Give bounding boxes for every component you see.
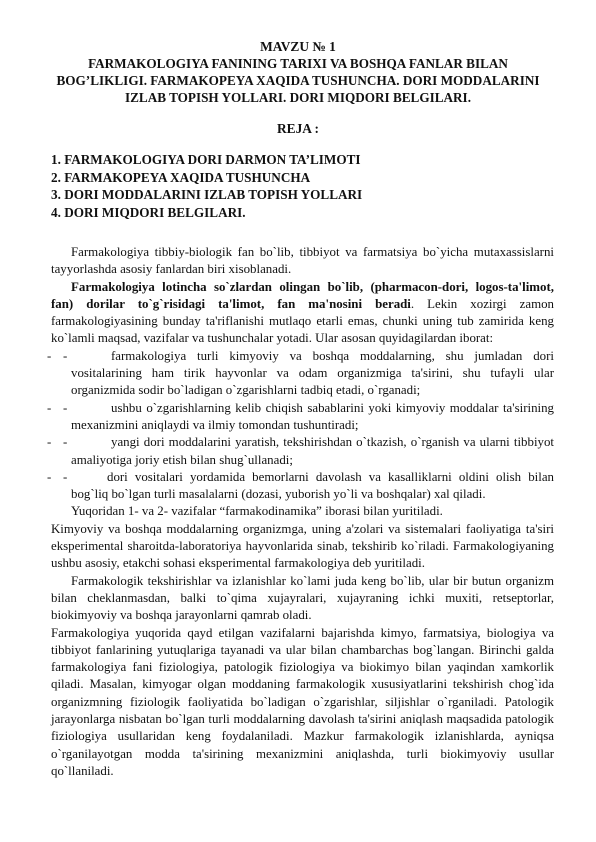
body-text (47, 244, 554, 780)
toc-item: 1. FARMAKOLOGIYA DORI DARMON TA’LIMOTI (51, 152, 361, 167)
paragraph: Farmakologik tekshirishlar va izlanishlar ko`lami juda keng bo`lib, ular bir butun organizm bilan cheklanmasdan, balki to`qima xujayralari, xujayraning ichki muxiti, retseptorlar, biokimyoviy va boshqa jarayonlarni qamrab oladi. (51, 573, 554, 623)
title-line-3: IZLAB TOPISH YOLLARI. DORI MIQDORI BELGILARI. (124, 90, 471, 105)
list-item-text: dori vositalari yordamida bemorlarni davolash va kasalliklarni oldini olish bilan bog`liq bo`lgan turli masalalarni (dozasi, yuborish yo`li va boshqalar) xal qiladi. (71, 469, 554, 502)
list-item (47, 469, 554, 504)
list-item-text: farmakologiya turli kimyoviy va boshqa moddalarning, shu jumladan dori vositalarining ham tirik hayvonlar va odam organizmiga ta'sirini, shu tufayli ular organizmida sodir bo`ladigan o`zgarishlarni tadbiq etadi, o`rganadi; (71, 348, 554, 398)
paragraph: Farmakologiya tibbiy-biologik fan bo`lib, tibbiyot va farmatsiya bo`yicha mutaxassislarni tayyorlashda asosiy fanlardan biri xisoblanadi. (51, 245, 554, 277)
list-dash: - (47, 400, 52, 415)
list-item-text: ushbu o`zgarishlarning kelib chiqish sabablarini yoki kimyoviy moddalar ta'sirining mexanizmini aniqlaydi va ilmiy tomondan tushuntiradi; (71, 400, 554, 432)
list-dash: - (63, 469, 68, 484)
list-dash: - (47, 348, 52, 363)
list-item (47, 348, 554, 400)
list-dash: - (63, 400, 68, 415)
list-dash: - (47, 435, 52, 450)
list-item (47, 400, 554, 435)
plan-heading: REJA : (276, 121, 320, 136)
title-line-2: BOG’LIKLIGI. FARMAKOPEYA XAQIDA TUSHUNCHA. DORI MODDALARINI (56, 73, 540, 88)
list-item-text: yangi dori moddalarini yaratish, tekshirishdan o`tkazish, o`rganish va ularni tibbiyot amaliyotiga joriy etish bilan shug`ullanadi; (71, 435, 554, 467)
topic-number: MAVZU № 1 (260, 39, 336, 54)
paragraph-rest: . Lekin xozirgi zamon farmakologiyasining bunday ta'riflanishi mutlaqo etarli emas, chunki uning tub zamirida keng ko`lamli maqsad, vazifalar va tushunchalar yotadi. Ular asosan quyidagilardan iborat: (51, 296, 554, 346)
toc-item: 2. FARMAKOPEYA XAQIDA TUSHUNCHA (51, 169, 311, 185)
paragraph: Yuqoridan 1- va 2- vazifalar “farmakodinamika” iborasi bilan yuritiladi. (71, 504, 443, 519)
table-of-contents (51, 151, 362, 221)
list-dash: - (63, 435, 68, 450)
paragraph (51, 279, 554, 348)
paragraph: Kimyoviy va boshqa moddalarning organizmga, uning a'zolari va sistemalari faoliyatiga ta'siri eksperimental sharoitda-laboratoriya hayvonlarida sinab, tekshirib ko`riladi. Farmakologiyaning ushbu asosiy, etakchi sohasi eksperimental farmakologiya deb yuritiladi. (51, 521, 554, 571)
paragraph: Farmakologiya yuqorida qayd etilgan vazifalarni bajarishda kimyo, farmatsiya, biologiya va tibbiyot fanlarining yutuqlariga tayanadi va ular bilan chambarchas bog`langan. Birinchi galda farmakologiya fani fiziologiya, patologik fiziologiya va biokimyo bilan yaqindan xamkorlik qiladi. Masalan, kimyogar olgan moddaning farmakologik xususiyatlarini tekshirish chog`ida organizmning fiziologik faoliyatida bo`ladigan o`zgarishlar, siljishlar o`rganiladi. Patologik jarayonlarga nisbatan bo`lgan turli moddalarning davolash ta'sirini aniqlash maqsadida patologik fiziologiya usullaridan keng foydalaniladi. Mazkur farmakologik izlanishlarda, ayniqsa o`rganilayotgan modda ta'sirining mexanizmini aniqlashda, turli biokimyoviy usullar qo`llaniladi. (51, 625, 554, 778)
toc-item: 4. DORI MIQDORI BELGILARI. (51, 204, 246, 220)
toc-item: 3. DORI MODDALARINI IZLAB TOPISH YOLLARI (51, 187, 363, 202)
list-dash: - (47, 469, 52, 484)
list-item (47, 434, 554, 469)
definition-bold: Farmakologiya lotincha so`zlardan olingan bo`lib, (pharmacon-dori, logos-ta'limot, fan) dorilar to`g`risidagi ta'limot, fan ma'nosini beradi (51, 279, 554, 311)
list-dash: - (63, 348, 68, 363)
title-line-1: FARMAKOLOGIYA FANINING TARIXI VA BOSHQA FANLAR BILAN (88, 56, 508, 71)
